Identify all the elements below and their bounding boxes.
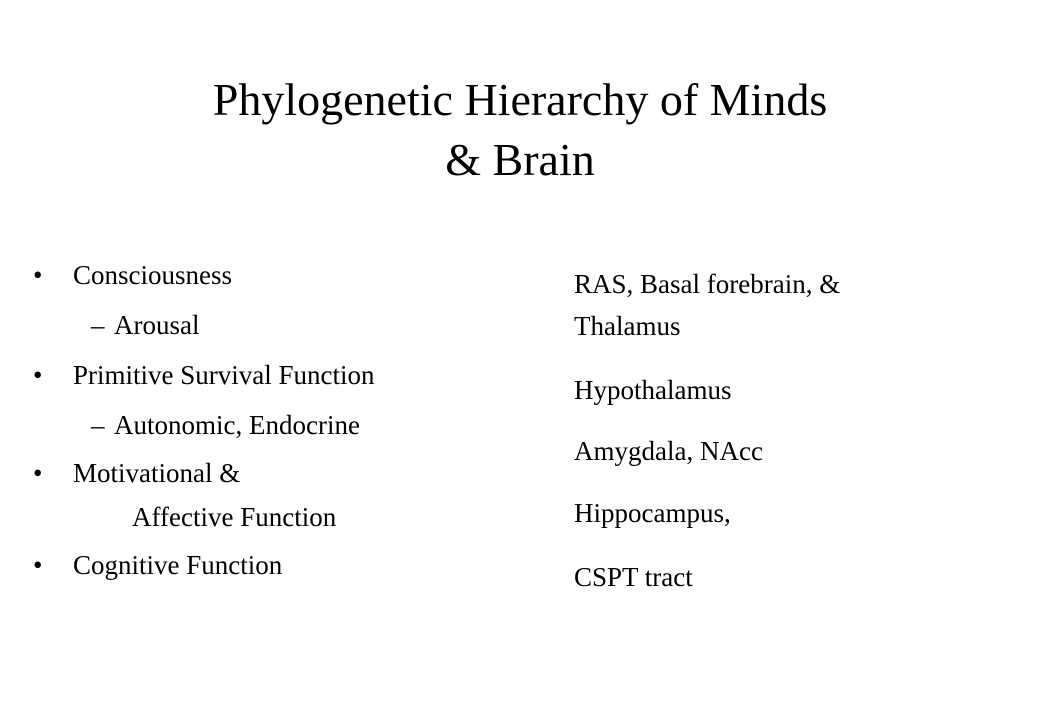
bullet-text: Consciousness bbox=[73, 260, 233, 290]
bullet-marker: • bbox=[33, 260, 43, 290]
structure-cspt-tract: CSPT tract bbox=[574, 562, 693, 592]
bullet-text-continued: Affective Function bbox=[132, 502, 337, 532]
structure-ras-basal-forebrain: RAS, Basal forebrain, & bbox=[574, 269, 841, 299]
bullet-marker: • bbox=[33, 360, 43, 390]
sub-item-text: Autonomic, Endocrine bbox=[114, 410, 360, 440]
bullet-marker: • bbox=[33, 550, 43, 580]
bullet-text: Primitive Survival Function bbox=[73, 360, 375, 390]
structure-thalamus: Thalamus bbox=[574, 311, 681, 341]
dash-marker: – bbox=[91, 410, 105, 440]
right-structure-list bbox=[574, 0, 1014, 720]
bullet-text: Cognitive Function bbox=[73, 550, 283, 580]
sub-item-text: Arousal bbox=[114, 310, 200, 340]
bullet-text: Motivational & bbox=[73, 458, 241, 488]
dash-marker: – bbox=[91, 310, 105, 340]
structure-hypothalamus: Hypothalamus bbox=[574, 375, 732, 405]
title-line-2: & Brain bbox=[445, 134, 595, 185]
structure-hippocampus: Hippocampus, bbox=[574, 498, 731, 528]
bullet-marker: • bbox=[33, 458, 43, 488]
structure-amygdala-nacc: Amygdala, NAcc bbox=[574, 436, 763, 466]
title-line-1: Phylogenetic Hierarchy of Minds bbox=[212, 74, 828, 125]
